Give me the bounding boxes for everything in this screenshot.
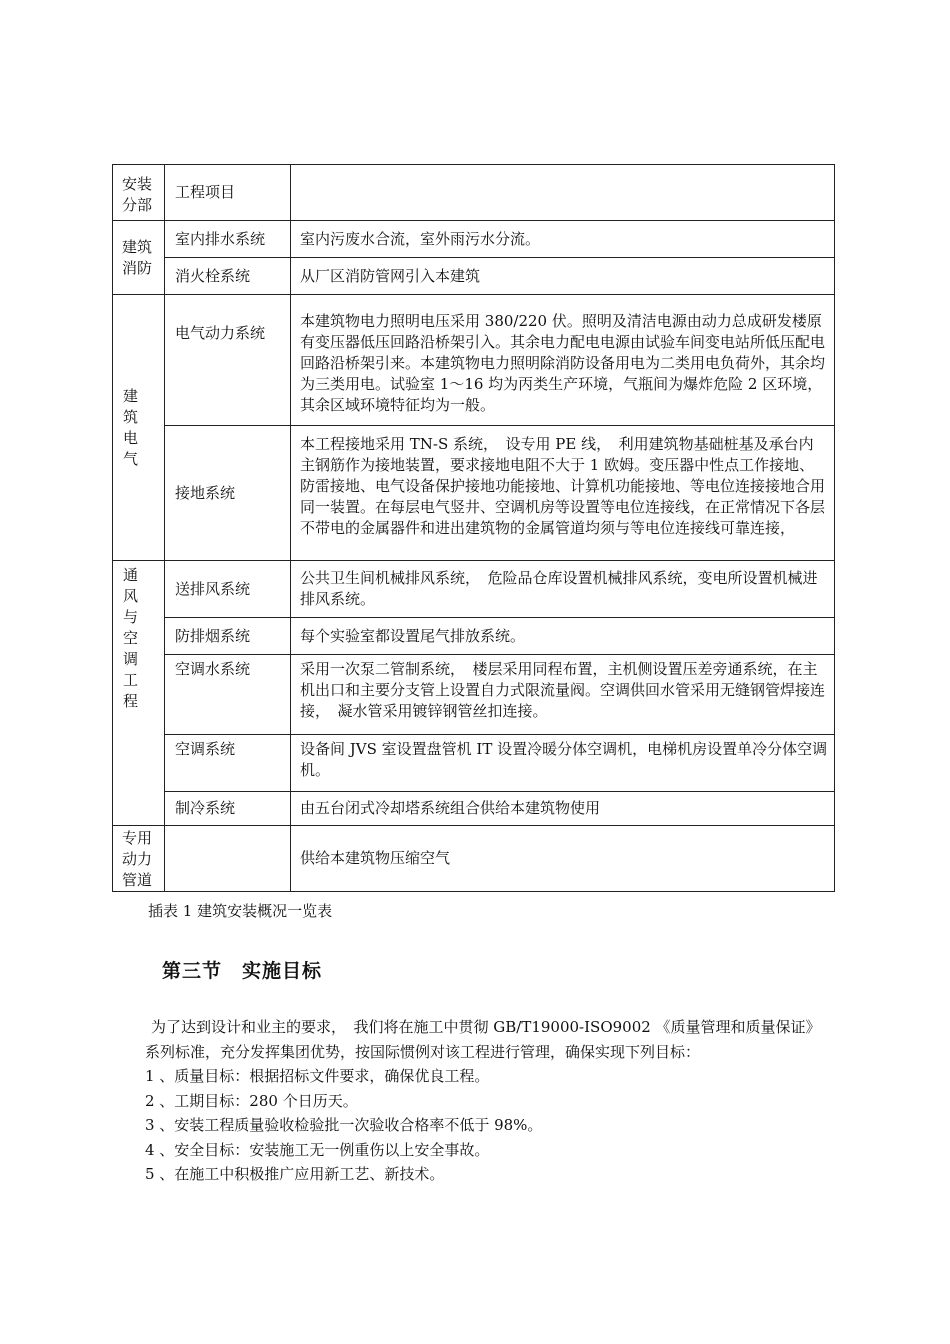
row-item: 室内排水系统 (165, 221, 291, 258)
header-division: 安装分部 (113, 165, 165, 221)
table-caption: 插表 1 建筑安装概况一览表 (148, 902, 333, 920)
row-description: 由五台闭式冷却塔系统组合供给本建筑物使用 (291, 792, 835, 826)
row-item: 电气动力系统 (165, 295, 291, 426)
table-row (113, 221, 835, 258)
header-item: 工程项目 (165, 165, 291, 221)
row-item: 空调水系统 (165, 655, 291, 735)
row-description: 室内污废水合流，室外雨污水分流。 (291, 221, 835, 258)
installation-overview-table (112, 164, 835, 892)
row-description: 设备间 JVS 室设置盘管机 IT 设置冷暖分体空调机，电梯机房设置单冷分体空调机。 (291, 735, 835, 792)
goal-item: 4 、安全目标：安装施工无一例重伤以上安全事故。 (145, 1140, 490, 1159)
table-row (113, 735, 835, 792)
intro-paragraph: 为了达到设计和业主的要求， 我们将在施工中贯彻 GB/T19000-ISO9002 《质量管理和质量保证》系列标准，充分发挥集团优势，按国际惯例对该工程进行管理，确保实现下列目标： (145, 1018, 814, 1061)
goal-item: 5 、在施工中积极推广应用新工艺、新技术。 (145, 1165, 445, 1183)
goal-item: 1 、质量目标：根据招标文件要求，确保优良工程。 (145, 1067, 490, 1085)
table-row (113, 561, 835, 618)
table-row (113, 792, 835, 826)
row-description: 公共卫生间机械排风系统， 危险品仓库设置机械排风系统，变电所设置机械进排风系统。 (291, 561, 835, 618)
row-description: 本工程接地采用 TN-S 系统， 设专用 PE 线， 利用建筑物基础桩基及承台内主钢筋作为接地装置，要求接地电阻不大于 1 欧姆。变压器中性点工作接地、防雷接地、电气设备保护接地功能接地、计算机功能接地、等电位连接接地合用同一装置。在每层电气竖井、空调机房等设置等电位连接线，在正常情况下各层不带电的金属器件和进出建筑物的金属管道均须与等电位连接线可靠连接， (291, 426, 835, 561)
goal-item: 3 、安装工程质量验收检验批一次验收合格率不低于 98%。 (145, 1116, 543, 1134)
group-label: 建筑电气 (123, 386, 139, 468)
row-item: 空调系统 (165, 735, 291, 792)
group-label-vertical (113, 561, 165, 826)
row-item: 消火栓系统 (165, 258, 291, 295)
table-row (113, 258, 835, 295)
row-item: 送排风系统 (165, 561, 291, 618)
row-item: 制冷系统 (165, 792, 291, 826)
table-row (113, 295, 835, 426)
group-label: 通风与空调工程 (123, 566, 139, 710)
goal-item: 2 、工期目标：280 个日历天。 (145, 1091, 358, 1110)
row-description: 供给本建筑物压缩空气 (291, 826, 835, 892)
row-description: 从厂区消防管网引入本建筑 (291, 258, 835, 295)
group-label-vertical (113, 295, 165, 561)
row-description: 本建筑物电力照明电压采用 380/220 伏。照明及清洁电源由动力总成研发楼原有变压器低压回路沿桥架引入。其余电力配电电源由试验车间变电站所低压配电回路沿桥架引来。本建筑物电力照明除消防设备用电为二类用电负荷外，其余均为三类用电。试验室 1～16 均为丙类生产环境，气瓶间为爆炸危险 2 区环境，其余区域环境特征均为一般。 (291, 295, 835, 426)
table-row (113, 826, 835, 892)
table-row (113, 426, 835, 561)
table-row (113, 618, 835, 655)
row-item (165, 826, 291, 892)
row-description: 采用一次泵二管制系统， 楼层采用同程布置，主机侧设置压差旁通系统，在主机出口和主要分支管上设置自力式限流量阀。空调供回水管采用无缝钢管焊接连接， 凝水管采用镀锌钢管丝扣连接。 (291, 655, 835, 735)
section-body (145, 1015, 815, 1187)
table-header-row (113, 165, 835, 221)
row-item: 接地系统 (165, 426, 291, 561)
group-label: 专用动力管道 (113, 826, 165, 892)
row-item: 防排烟系统 (165, 618, 291, 655)
row-description: 每个实验室都设置尾气排放系统。 (291, 618, 835, 655)
group-label: 建筑消防 (113, 221, 165, 295)
header-description (291, 165, 835, 221)
table-row (113, 655, 835, 735)
section-title: 第三节 实施目标 (162, 960, 323, 982)
